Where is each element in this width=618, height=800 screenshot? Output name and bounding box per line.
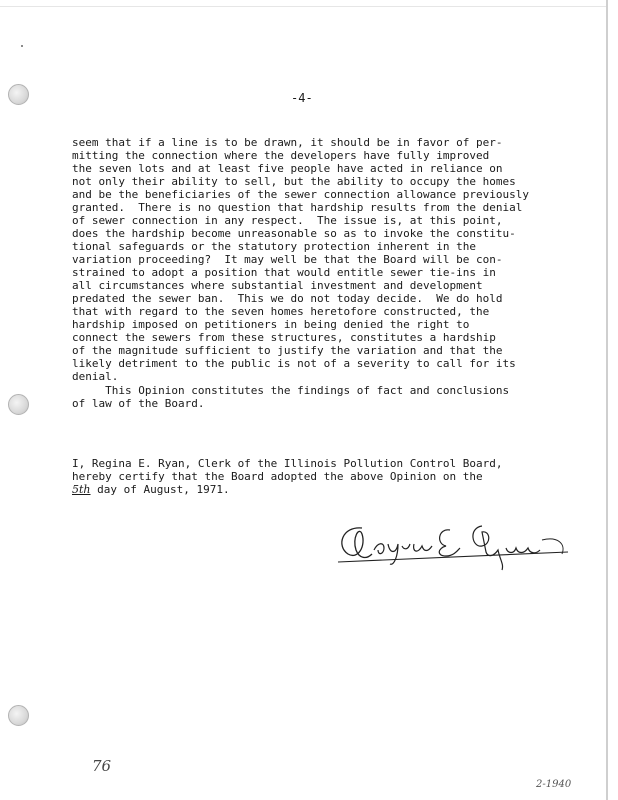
date-text: day of August, 1971. [90,483,230,496]
handwritten-note-left: 76 [92,757,112,775]
text-line: denial. [72,370,119,383]
page-edge-top [0,6,606,7]
text-line: connect the sewers from these structures, constitutes a hardship [72,331,496,344]
signature-graphic [332,510,582,580]
handwritten-day: 5th [72,483,91,496]
text-line: of sewer connection in any respect. The issue is, at this point, [72,214,503,227]
findings-paragraph [72,384,572,410]
text-line [72,483,572,496]
clerk-signature [332,510,582,580]
text-line: likely detriment to the public is not of a severity to call for its [72,357,516,370]
page-edge-right [606,0,608,800]
text-line: hardship imposed on petitioners in being denied the right to [72,318,470,331]
text-line: of the magnitude sufficient to justify the variation and that the [72,344,503,357]
scan-speck [21,45,23,47]
text-line: that with regard to the seven homes heretofore constructed, the [72,305,490,318]
text-line: mitting the connection where the developers have fully improved [72,149,490,162]
handwritten-note-right: 2-1940 [536,779,572,790]
punch-hole-middle [8,394,29,415]
text-line: predated the sewer ban. This we do not today decide. We do hold [72,292,503,305]
text-line: hereby certify that the Board adopted the above Opinion on the [72,470,483,483]
text-line: granted. There is no question that hardship results from the denial [72,201,523,214]
text-line: strained to adopt a position that would entitle sewer tie-ins in [72,266,496,279]
text-line: This Opinion constitutes the findings of fact and conclusions [72,384,510,397]
punch-hole-bottom [8,705,29,726]
text-line: not only their ability to sell, but the ability to occupy the homes [72,175,516,188]
text-line: variation proceeding? It may well be that the Board will be con- [72,253,503,266]
punch-hole-top [8,84,29,105]
signature-name: Regina E. Ryan [333,511,341,512]
clerk-certification [72,457,572,496]
text-line: does the hardship become unreasonable so as to invoke the constitu- [72,227,516,240]
page-number: -4- [291,91,313,105]
text-line: all circumstances where substantial investment and development [72,279,483,292]
text-line: tional safeguards or the statutory protection inherent in the [72,240,476,253]
opinion-paragraph [72,136,572,383]
text-line: I, Regina E. Ryan, Clerk of the Illinois Pollution Control Board, [72,457,503,470]
text-line: and be the beneficiaries of the sewer connection allowance previously [72,188,529,201]
text-line: the seven lots and at least five people have acted in reliance on [72,162,503,175]
text-line: of law of the Board. [72,397,205,410]
text-line: seem that if a line is to be drawn, it should be in favor of per- [72,136,503,149]
